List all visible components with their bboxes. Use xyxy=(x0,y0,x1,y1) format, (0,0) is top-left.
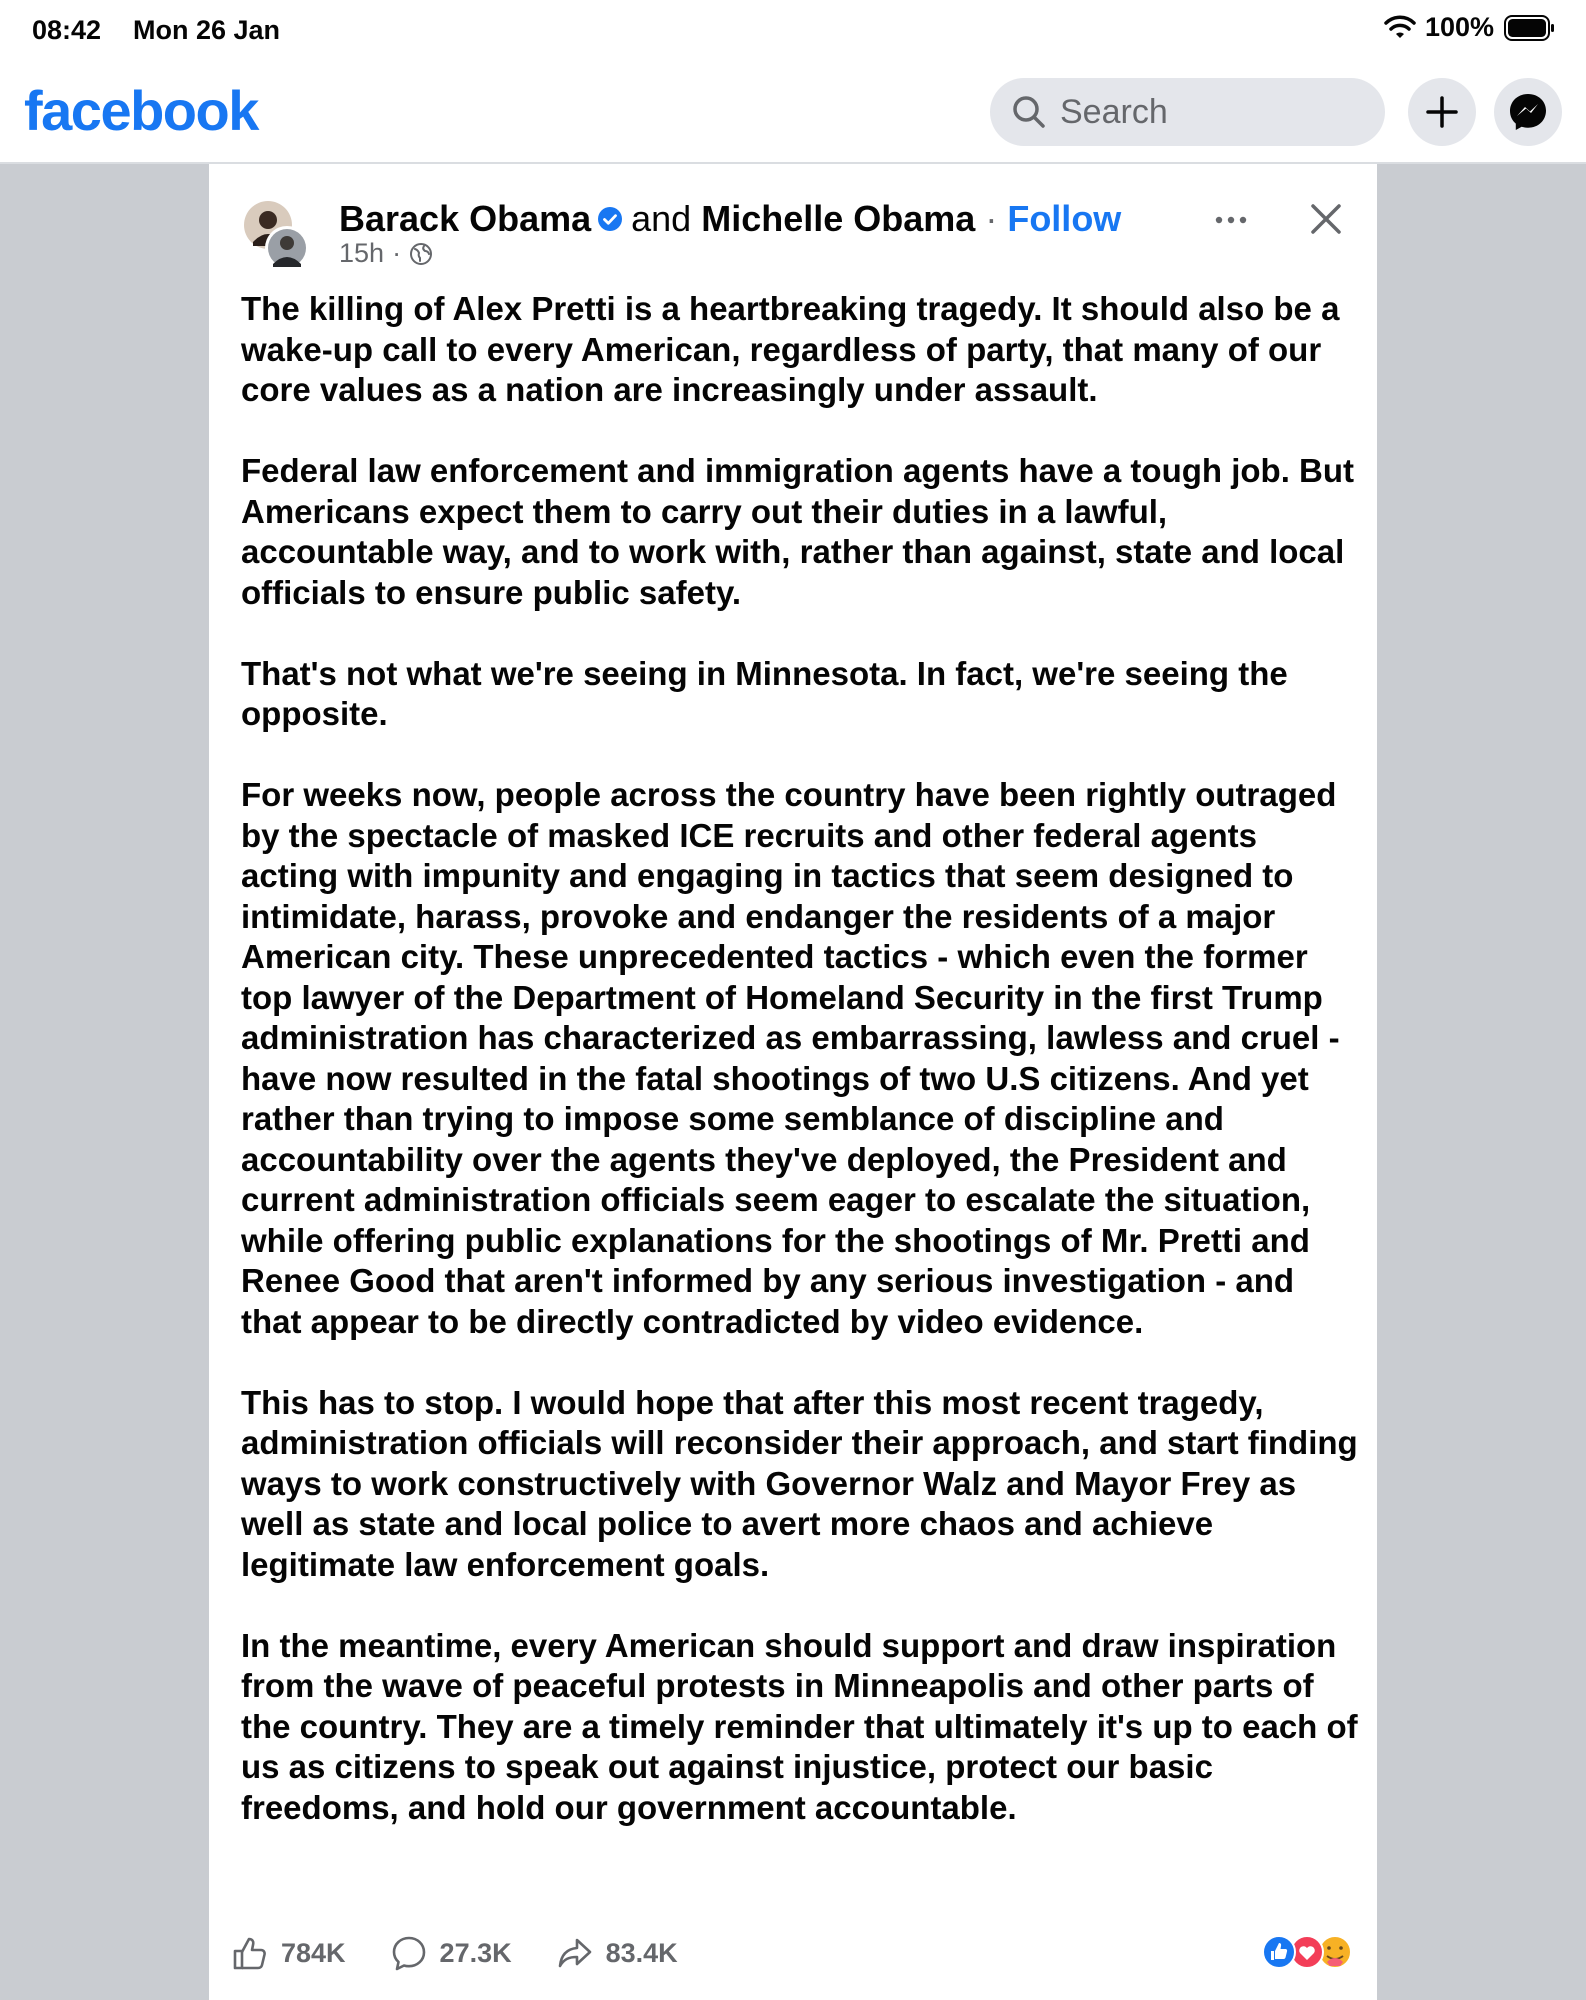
post-meta xyxy=(339,238,433,269)
more-options-icon[interactable] xyxy=(1213,212,1249,228)
status-time: 08:42 xyxy=(32,15,102,45)
create-button[interactable] xyxy=(1408,78,1476,146)
post-actions xyxy=(231,1928,1361,1978)
coauthor-name[interactable]: Michelle Obama xyxy=(701,198,976,239)
header-separator: · xyxy=(985,198,998,239)
post-paragraph: For weeks now, people across the country have been rightly outraged by the spectacle of masked ICE recruits and other federal agents acting with impunity and engaging in tactics that seem designed to intimidate, harass, provoke and endanger the residents of a major American city. These unprecedented tactics - which even the former top lawyer of the Department of Homeland Security in the first Trump administration has characterized as embarrassing, lawless and cruel - have now resulted in the fatal shootings of two U.S citizens. And yet rather than trying to impose some semblance of discipline and accountability over the agents they've deployed, the President and current administration officials seem eager to escalate the situation, while offering public explanations for the shootings of Mr. Pretti and Renee Good that aren't informed by any serious investigation - and that appear to be directly contradicted by video evidence. xyxy=(241,776,1340,1340)
messenger-button[interactable] xyxy=(1494,78,1562,146)
status-indicators xyxy=(1383,12,1556,43)
like-reaction-icon xyxy=(1263,1936,1295,1968)
post-card xyxy=(209,164,1377,2000)
meta-separator: · xyxy=(392,238,402,268)
post-paragraph: This has to stop. I would hope that after this most recent tragedy, administration officials will reconsider their approach, and start finding ways to work constructively with Governor Walz and Mayor Frey as well as state and local police to avert more chaos and achieve legitimate law enforcement goals. xyxy=(241,1383,1358,1583)
battery-percent: 100% xyxy=(1424,12,1494,42)
top-navigation-bar xyxy=(0,62,1586,164)
post-time[interactable]: 15h xyxy=(339,238,385,268)
facebook-logo[interactable]: facebook xyxy=(24,79,258,142)
search-placeholder: Search xyxy=(1060,92,1168,131)
like-button[interactable] xyxy=(231,1934,346,1972)
reactions-summary[interactable] xyxy=(1261,1932,1357,1972)
status-date: Mon 26 Jan xyxy=(133,15,281,45)
post-paragraph: In the meantime, every American should support and draw inspiration from the wave of peaceful protests in Minneapolis and other parts of the country. They are a timely reminder that ultimately it's up to each of us as citizens to speak out against injustice, protect our basic freedoms, and hold our government accountable. xyxy=(241,1626,1358,1826)
post-paragraph: The killing of Alex Pretti is a heartbreaking tragedy. It should also be a wake-up call to every American, regardless of party, that many of our core values as a nation are increasingly under assault. xyxy=(241,290,1340,408)
status-bar xyxy=(0,0,1586,62)
verified-badge-icon xyxy=(597,206,623,232)
thumbs-up-icon xyxy=(231,1934,269,1972)
comment-count: 27.3K xyxy=(439,1937,512,1968)
follow-button[interactable]: Follow xyxy=(1007,198,1122,239)
plus-icon xyxy=(1425,95,1459,129)
wifi-icon xyxy=(1383,14,1417,42)
post-paragraph: That's not what we're seeing in Minnesota. In fact, we're seeing the opposite. xyxy=(241,654,1288,732)
author-name[interactable]: Barack Obama xyxy=(339,198,592,239)
globe-icon xyxy=(409,242,433,266)
share-icon xyxy=(556,1934,594,1972)
messenger-icon xyxy=(1507,91,1549,133)
author-avatar[interactable] xyxy=(241,198,313,272)
post-header xyxy=(339,198,1121,240)
search-icon xyxy=(1010,93,1048,131)
post-paragraph: Federal law enforcement and immigration agents have a tough job. But Americans expect them to carry out their duties in a lawful, accountable way, and to work with, rather than against, state and local officials to ensure public safety. xyxy=(241,452,1355,611)
comment-button[interactable] xyxy=(390,1934,512,1972)
share-count: 83.4K xyxy=(605,1937,678,1968)
close-icon[interactable] xyxy=(1309,202,1343,236)
post-text xyxy=(241,289,1361,1828)
comment-icon xyxy=(390,1934,428,1972)
like-count: 784K xyxy=(281,1937,346,1968)
battery-icon xyxy=(1504,15,1556,41)
share-button[interactable] xyxy=(556,1934,678,1972)
author-connector: and xyxy=(631,198,692,239)
search-box[interactable] xyxy=(990,78,1385,146)
